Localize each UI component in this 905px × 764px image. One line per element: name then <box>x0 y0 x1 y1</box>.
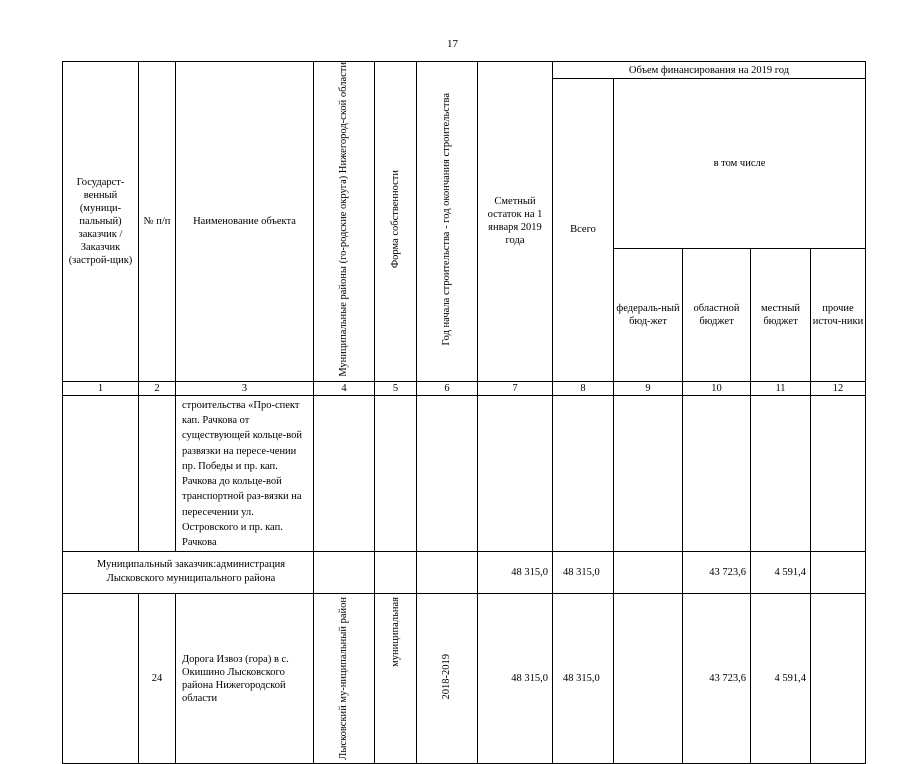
header-years <box>417 62 478 382</box>
header-object-name: Наименование объекта <box>176 62 314 382</box>
column-number: 12 <box>811 381 866 395</box>
header-ownership-text: Форма собственности <box>389 170 401 269</box>
item-total: 48 315,0 <box>553 593 614 764</box>
column-number: 1 <box>63 381 139 395</box>
header-districts <box>314 62 375 382</box>
item-other <box>811 593 866 764</box>
customer-balance: 48 315,0 <box>478 551 553 593</box>
column-number: 4 <box>314 381 375 395</box>
header-other: прочие источ-ники <box>811 248 866 381</box>
item-regional: 43 723,6 <box>683 593 751 764</box>
column-number: 3 <box>176 381 314 395</box>
header-balance: Сметный остаток на 1 января 2019 года <box>478 62 553 382</box>
column-number: 10 <box>683 381 751 395</box>
item-district-text: Лысковский му-ниципальный район <box>338 596 349 760</box>
customer-total: 48 315,0 <box>553 551 614 593</box>
column-number: 6 <box>417 381 478 395</box>
item-local: 4 591,4 <box>751 593 811 764</box>
column-number: 11 <box>751 381 811 395</box>
item-federal <box>614 593 683 764</box>
header-row-1 <box>63 62 866 79</box>
header-total: Всего <box>553 79 614 382</box>
item-balance: 48 315,0 <box>478 593 553 764</box>
customer-row <box>63 551 866 593</box>
header-number: № п/п <box>139 62 176 382</box>
customer-other <box>811 551 866 593</box>
item-number: 24 <box>139 593 176 764</box>
column-number: 8 <box>553 381 614 395</box>
column-number: 9 <box>614 381 683 395</box>
page-number: 17 <box>447 38 458 50</box>
item-ownership <box>375 593 417 764</box>
header-years-text: Год начала строительства - год окончания строительства <box>441 93 452 346</box>
column-number: 2 <box>139 381 176 395</box>
column-number: 5 <box>375 381 417 395</box>
header-including: в том числе <box>614 79 866 249</box>
item-years <box>417 593 478 764</box>
item-district <box>314 593 375 764</box>
continuation-object-name: строительства «Про-спект кап. Рачкова от существующей кольце-вой развязки на пересе-чении пр. Победы и пр. кап. Рачкова до кольце-вой транспортной раз-вязки на пересечении ул. Островского и пр. кап. Рачкова <box>176 395 314 551</box>
item-ownership-text: муниципальная <box>389 596 401 667</box>
financing-table <box>62 61 866 764</box>
header-local: местный бюджет <box>751 248 811 381</box>
header-districts-text: Муниципальные районы (го-родские округа) Нижегород-ской области <box>338 62 349 377</box>
header-ownership <box>375 62 417 382</box>
header-funding-group: Объем финансирования на 2019 год <box>553 62 866 79</box>
customer-local: 4 591,4 <box>751 551 811 593</box>
continuation-row <box>63 395 866 551</box>
item-object-name: Дорога Извоз (гора) в с. Окишино Лысковского района Нижегородской области <box>176 593 314 764</box>
column-number: 7 <box>478 381 553 395</box>
item-years-text: 2018-2019 <box>441 653 452 700</box>
customer-regional: 43 723,6 <box>683 551 751 593</box>
customer-name: Муниципальный заказчик:администрация Лысковского муниципального района <box>63 551 314 593</box>
header-customer: Государст-венный (муници-пальный) заказчик / Заказчик (застрой-щик) <box>63 62 139 382</box>
column-number-row <box>63 381 866 395</box>
item-row <box>63 593 866 764</box>
customer-federal <box>614 551 683 593</box>
header-federal: федераль-ный бюд-жет <box>614 248 683 381</box>
header-regional: областной бюджет <box>683 248 751 381</box>
